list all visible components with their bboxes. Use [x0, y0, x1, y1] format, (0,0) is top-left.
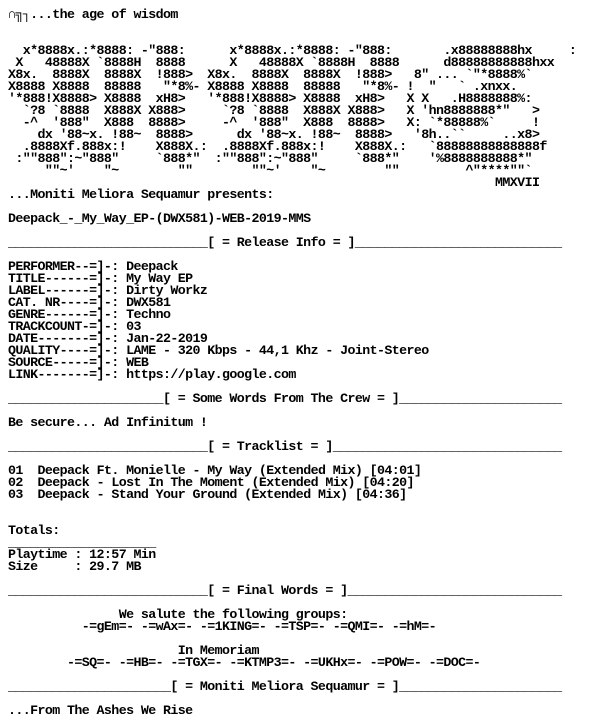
info-key: SOURCE-----=]-:	[8, 355, 127, 370]
ascii-art-line: X 48888X `8888H 8888 X 48888X `8888H 8888 d88888888888hxx	[8, 55, 555, 70]
ascii-art-line: -^ '888" X888 8888> -^ '888" X888 8888> X: `*88888%` !	[8, 115, 540, 130]
section-tracklist: ___________________________[ = Tracklist = ]_______________________________	[8, 439, 562, 454]
track-title: Deepack - Stand Your Ground (Extended Mix) [04:36]	[37, 487, 407, 502]
track-number: 01	[8, 463, 23, 478]
info-value: Deepack	[126, 259, 178, 274]
track-title: Deepack Ft. Monielle - My Way (Extended Mix) [04:01]	[37, 463, 422, 478]
art-year-text: MMXVII	[495, 175, 540, 190]
intro-line: ∩╗┐...the age of wisdom	[8, 7, 178, 22]
memoriam-line: In Memoriam	[8, 643, 259, 658]
section-final-words: ___________________________[ = Final Words = ]_____________________________	[8, 583, 562, 598]
totals-rule: ____________________	[8, 535, 156, 550]
ascii-art-line: '*888!X8888> X8888 xH8> '*888!X8888> X8888 xH8> X X .H8888888%:	[8, 91, 532, 106]
ascii-art-line: dx '88~x. !88~ 8888> dx '88~x. !88~ 8888> '8h..`` ..x8>	[8, 127, 540, 142]
info-value: LAME - 320 Kbps - 44,1 Khz - Joint-Stereo	[126, 343, 429, 358]
salute-line: We salute the following groups:	[8, 607, 348, 622]
info-key: LABEL------=]-:	[8, 283, 127, 298]
track-title: Deepack - Lost In The Moment (Extended Mix) [04:20]	[37, 475, 414, 490]
info-row-link	[8, 369, 592, 381]
info-key: CAT. NR----=]-:	[8, 295, 127, 310]
info-key: GENRE------=]-:	[8, 307, 127, 322]
ascii-logo-art	[8, 33, 592, 177]
totals-size: Size : 29.7 MB	[8, 559, 141, 574]
track-row	[8, 489, 592, 501]
crew-message: Be secure... Ad Infinitum !	[8, 415, 208, 430]
info-value: My Way EP	[126, 271, 193, 286]
ascii-art-line: ""~' "~ "" ""~' "~ "" ^"****""`	[8, 163, 532, 178]
track-number: 03	[8, 487, 23, 502]
release-name: Deepack_-_My_Way_EP-(DWX581)-WEB-2019-MMS	[8, 211, 311, 226]
info-key: LINK-------=]-:	[8, 367, 127, 382]
footer-line: ...From The Ashes We Rise	[8, 703, 193, 718]
presents-line: ...Moniti Meliora Sequamur presents:	[8, 187, 274, 202]
info-key: DATE-------=]-:	[8, 331, 127, 346]
ascii-art-line: X8x. 8888X 8888X !888> X8x. 8888X 8888X !888> 8" ... `"*8888%`	[8, 67, 532, 82]
ascii-art-line: `?8 `8888 X888X X888> `?8 `8888 X888X X888> X 'hn8888888*" >	[8, 103, 540, 118]
ascii-art-line: x*8888x.:*8888: -"888: x*8888x.:*8888: -"888: .x88888888hx :	[8, 43, 577, 58]
track-number: 02	[8, 475, 23, 490]
totals-label: Totals:	[8, 523, 60, 538]
info-key: TRACKCOUNT-=]-:	[8, 319, 127, 334]
info-value: DWX581	[126, 295, 171, 310]
info-value: WEB	[126, 355, 149, 370]
ascii-art-line: X8888 X8888 88888 "*8%- X8888 X8888 88888 "*8%- ! " ` .xnxx.	[8, 79, 518, 94]
ascii-art-line: .8888Xf.888x:! X888X.: .8888Xf.888x:! X888X.: `88888888888888f	[8, 139, 547, 154]
info-value: 03	[126, 319, 141, 334]
section-mms: ______________________[ = Moniti Meliora Sequamur = ]______________________	[8, 679, 562, 694]
info-key: QUALITY----=]-:	[8, 343, 127, 358]
blank-line	[8, 501, 592, 513]
info-value: https://play.google.com	[126, 367, 296, 382]
info-key: PERFORMER--=]-:	[8, 259, 127, 274]
totals-playtime: Playtime : 12:57 Min	[8, 547, 156, 562]
info-value: Techno	[126, 307, 171, 322]
info-value: Dirty Workz	[126, 283, 208, 298]
section-release-info: ___________________________[ = Release Info = ]____________________________	[8, 235, 562, 250]
info-value: Jan-22-2019	[126, 331, 208, 346]
info-key: TITLE------=]-:	[8, 271, 127, 286]
memoriam-groups: -=SQ=- -=HB=- -=TGX=- -=KTMP3=- -=UKHx=- -=POW=- -=DOC=-	[8, 655, 481, 670]
blank-line	[8, 513, 592, 525]
section-crew-words: _____________________[ = Some Words From The Crew = ]______________________	[8, 391, 562, 406]
salute-groups: -=gEm=- -=wAx=- -=1KING=- -=TSP=- -=QMI=- -=hM=-	[8, 619, 437, 634]
ascii-art-line: :""888":~"888" `888*" :""888":~"888" `888*" '%8888888888*"	[8, 151, 532, 166]
